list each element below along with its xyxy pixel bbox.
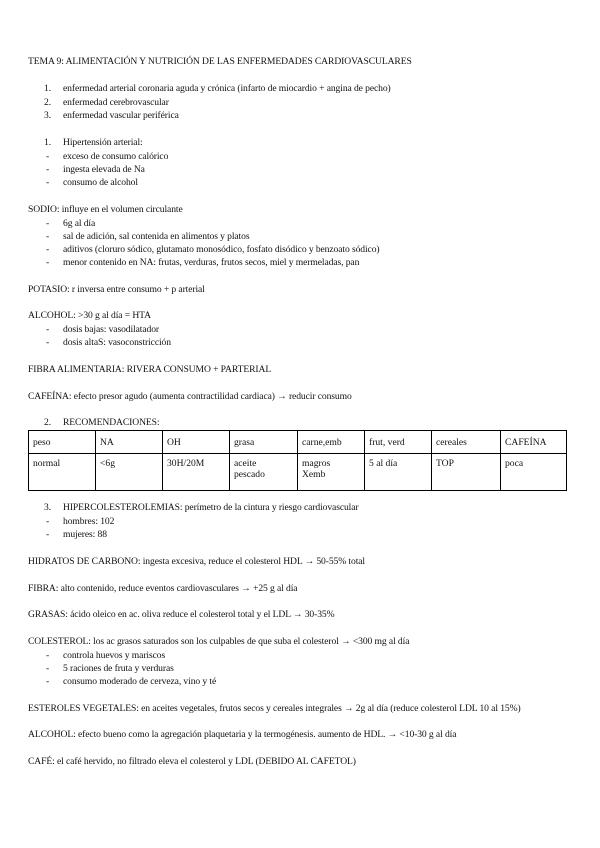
bullet-dash: - xyxy=(46,337,50,348)
bullet-dash: - xyxy=(46,151,50,162)
table-cell xyxy=(365,454,432,491)
cell-line: aceite xyxy=(234,458,257,469)
table-header-cell: NA xyxy=(96,431,163,454)
table-header-cell: grasa xyxy=(230,431,298,454)
hidratos-paragraph xyxy=(28,556,365,568)
list-item: dosis bajas: vasodilatador xyxy=(63,324,159,335)
table-cell xyxy=(163,454,230,491)
fibra-paragraph xyxy=(28,583,297,595)
cafe-paragraph xyxy=(28,756,356,768)
potasio-label: POTASIO xyxy=(28,284,68,295)
list-number: 1. xyxy=(44,137,52,148)
potasio-text: : r inversa entre consumo + p arterial xyxy=(67,284,205,295)
hiper-heading: HIPERCOLESTEROLEMIAS xyxy=(63,502,180,513)
list-item: menor contenido en NA: frutas, verduras, frutos secos, miel y mermeladas, pan xyxy=(63,257,360,268)
hiper-text: : perímetro de la cintura y riesgo cardiovascular xyxy=(179,502,359,513)
table-cell xyxy=(298,454,365,491)
table-header-cell: frut, verd xyxy=(365,431,432,454)
list-item: enfermedad cerebrovascular xyxy=(63,97,169,108)
table-cell xyxy=(29,454,96,491)
hidratos-label: HIDRATOS DE CARBONO xyxy=(28,556,138,567)
esteroles-paragraph xyxy=(28,703,521,715)
fibra-alimentaria-label: FIBRA ALIMENTARIA xyxy=(28,364,122,375)
cafeina-paragraph xyxy=(28,391,352,403)
cell-line: normal xyxy=(33,458,61,469)
fibra-text: : alto contenido, reduce eventos cardiovasculares → +25 g al día xyxy=(55,583,298,594)
list-item: ingesta elevada de Na xyxy=(63,164,145,175)
grasas-paragraph xyxy=(28,609,335,621)
alcohol-paragraph xyxy=(28,310,151,322)
list-item: consumo moderado de cerveza, vino y té xyxy=(63,676,217,687)
list-item: hombres: 102 xyxy=(63,516,115,527)
cafe-text: : el café hervido, no filtrado eleva el colesterol y LDL (DEBIDO AL CAFETOL) xyxy=(52,756,356,767)
bullet-dash: - xyxy=(46,516,50,527)
list-item: aditivos (cloruro sódico, glutamato monosódico, fosfato disódico y benzoato sódico) xyxy=(63,244,380,255)
table-header-row xyxy=(29,431,567,454)
section-heading: Hipertensión arterial: xyxy=(63,137,143,148)
bullet-dash: - xyxy=(46,650,50,661)
bullet-dash: - xyxy=(46,529,50,540)
table-cell xyxy=(501,454,567,491)
list-item: exceso de consumo calórico xyxy=(63,151,169,162)
grasas-label: GRASAS xyxy=(28,609,66,620)
table-header-cell: carne,emb xyxy=(298,431,365,454)
table-cell xyxy=(230,454,298,491)
cell-line: TOP xyxy=(436,458,454,469)
colesterol-paragraph xyxy=(28,636,409,648)
esteroles-label: ESTEROLES VEGETALES xyxy=(28,703,137,714)
fibra-label: FIBRA xyxy=(28,583,56,594)
list-item: 5 raciones de fruta y verduras xyxy=(63,663,174,674)
colesterol-text: : los ac grasos saturados son los culpables de que suba el colesterol → <300 mg al día xyxy=(88,636,410,647)
esteroles-text: : en aceites vegetales, frutos secos y cereales integrales → 2g al día (reduce colesterol LDL 10 al 15%) xyxy=(136,703,521,714)
sodio-text: : influye en el volumen circulante xyxy=(56,204,183,215)
cell-line: poca xyxy=(505,458,524,469)
bullet-dash: - xyxy=(46,164,50,175)
fibra-alimentaria-text: : RIVERA CONSUMO + PARTERIAL xyxy=(121,364,272,375)
alcohol-text: : >30 g al día = HTA xyxy=(73,310,152,321)
list-number: 1. xyxy=(44,83,52,94)
bullet-dash: - xyxy=(46,324,50,335)
bullet-dash: - xyxy=(46,231,50,242)
cafeina-label: CAFEÍNA xyxy=(28,391,69,402)
list-item: enfermedad arterial coronaria aguda y crónica (infarto de miocardio + angina de pecho) xyxy=(63,83,391,94)
sodio-paragraph xyxy=(28,204,183,216)
cell-line: pescado xyxy=(234,469,265,480)
list-item: mujeres: 88 xyxy=(63,529,107,540)
list-item: enfermedad vascular periférica xyxy=(63,110,179,121)
list-number: 3. xyxy=(44,502,52,513)
sodio-label: SODIO xyxy=(28,204,57,215)
table-header-cell: CAFEÍNA xyxy=(501,431,567,454)
section-heading xyxy=(63,502,359,514)
cell-line: Xemb xyxy=(302,469,326,480)
table-cell xyxy=(96,454,163,491)
list-number: 3. xyxy=(44,110,52,121)
cafeina-text: : efecto presor agudo (aumenta contractilidad cardiaca) → reducir consumo xyxy=(68,391,352,402)
document-title: TEMA 9: ALIMENTACIÓN Y NUTRICIÓN DE LAS ENFERMEDADES CARDIOVASCULARES xyxy=(28,56,412,67)
fibra-alimentaria-paragraph xyxy=(28,364,271,376)
cell-line: <6g xyxy=(100,458,116,469)
grasas-text: : ácido oleico en ac. oliva reduce el colesterol total y el LDL → 30-35% xyxy=(65,609,335,620)
alcohol-efecto-text: : efecto bueno como la agregación plaquetaria y la termogénesis. aumento de HDL. → <10-30 g al día xyxy=(73,729,457,740)
bullet-dash: - xyxy=(46,177,50,188)
bullet-dash: - xyxy=(46,676,50,687)
list-number: 2. xyxy=(44,97,52,108)
section-heading: RECOMENDACIONES: xyxy=(63,417,160,428)
table-row xyxy=(29,454,567,491)
alcohol-efecto-paragraph xyxy=(28,729,456,741)
list-item: controla huevos y mariscos xyxy=(63,650,166,661)
cafe-label: CAFÉ xyxy=(28,756,53,767)
table-cell xyxy=(432,454,501,491)
colesterol-label: COLESTEROL xyxy=(28,636,89,647)
table-header-cell: OH xyxy=(163,431,230,454)
bullet-dash: - xyxy=(46,257,50,268)
alcohol-efecto-label: ALCOHOL xyxy=(28,729,74,740)
cell-line: magros xyxy=(302,458,331,469)
bullet-dash: - xyxy=(46,244,50,255)
alcohol-label: ALCOHOL xyxy=(28,310,74,321)
hidratos-text: : ingesta excesiva, reduce el colesterol HDL → 50-55% total xyxy=(137,556,365,567)
list-item: sal de adición, sal contenida en alimentos y platos xyxy=(63,231,250,242)
bullet-dash: - xyxy=(46,218,50,229)
list-item: dosis altaS: vasoconstricción xyxy=(63,337,171,348)
potasio-paragraph xyxy=(28,284,205,296)
list-item: 6g al día xyxy=(63,218,96,229)
list-item: consumo de alcohol xyxy=(63,177,138,188)
list-number: 2. xyxy=(44,417,52,428)
table-header-cell: peso xyxy=(29,431,96,454)
table-header-cell: cereales xyxy=(432,431,501,454)
cell-line: 30H/20M xyxy=(167,458,205,469)
bullet-dash: - xyxy=(46,663,50,674)
recommendations-table xyxy=(28,430,567,491)
cell-line: 5 al día xyxy=(369,458,398,469)
